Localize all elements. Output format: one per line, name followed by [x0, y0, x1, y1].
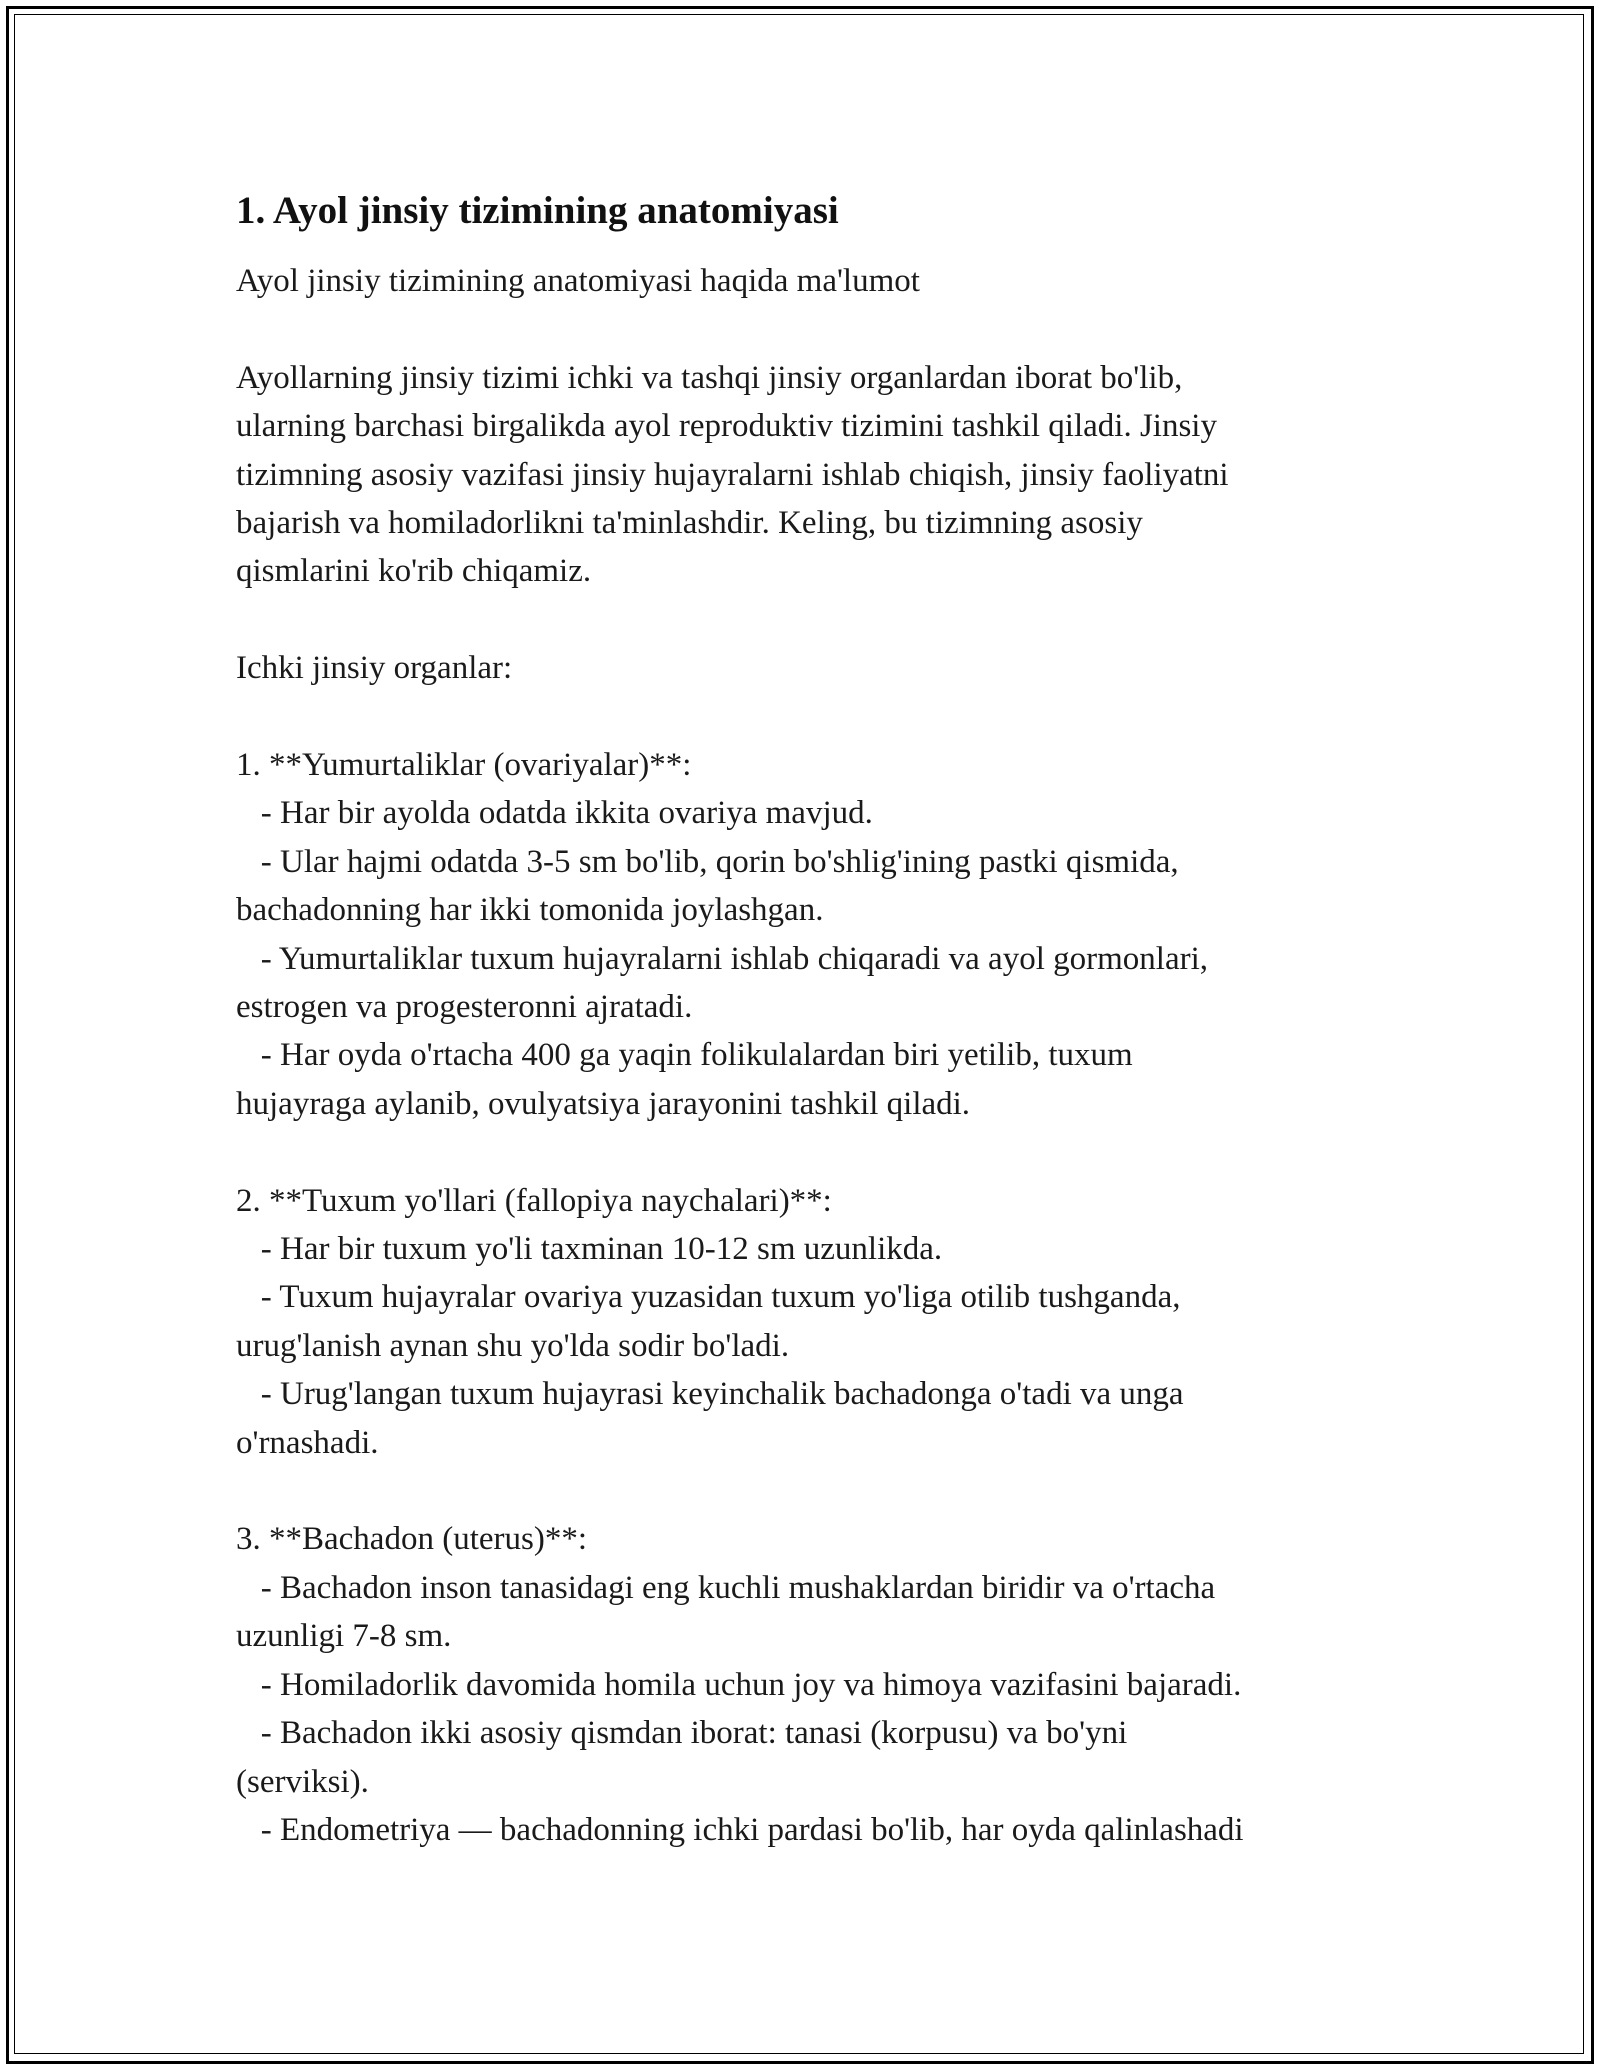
spacer	[236, 1128, 1396, 1176]
item-line: (serviksi).	[236, 1763, 369, 1800]
item-line: - Urug'langan tuxum hujayrasi keyinchalik bachadonga o'tadi va unga	[236, 1376, 1184, 1413]
list-item-fallopian-tubes	[236, 1177, 1396, 1467]
spacer	[236, 596, 1396, 644]
list-item-uterus	[236, 1515, 1396, 1854]
intro-line: bajarish va homiladorlikni ta'minlashdir. Keling, bu tizimning asosiy	[236, 505, 1143, 542]
section-heading: Ichki jinsiy organlar:	[236, 650, 513, 687]
item-line: - Homiladorlik davomida homila uchun joy va himoya vazifasini bajaradi.	[236, 1666, 1242, 1703]
intro-line: qismlarini ko'rib chiqamiz.	[236, 553, 592, 590]
item-line: 3. **Bachadon (uterus)**:	[236, 1521, 587, 1558]
document-title: 1. Ayol jinsiy tizimining anatomiyasi	[236, 189, 839, 232]
item-line: - Tuxum hujayralar ovariya yuzasidan tuxum yo'liga otilib tushganda,	[236, 1279, 1181, 1316]
intro-line: ularning barchasi birgalikda ayol reproduktiv tizimini tashkil qiladi. Jinsiy	[236, 408, 1217, 445]
item-line: bachadonning har ikki tomonida joylashgan.	[236, 892, 824, 929]
item-line: - Endometriya — bachadonning ichki pardasi bo'lib, har oyda qalinlashadi	[236, 1811, 1244, 1848]
item-line: uzunligi 7-8 sm.	[236, 1618, 452, 1655]
intro-paragraph	[236, 354, 1396, 596]
item-line: - Har bir tuxum yo'li taxminan 10-12 sm uzunlikda.	[236, 1231, 943, 1268]
document-subtitle: Ayol jinsiy tizimining anatomiyasi haqida ma'lumot	[236, 263, 920, 299]
item-line: estrogen va progesteronni ajratadi.	[236, 989, 693, 1026]
item-line: o'rnashadi.	[236, 1424, 379, 1461]
item-line: - Bachadon inson tanasidagi eng kuchli mushaklardan biridir va o'rtacha	[236, 1569, 1216, 1606]
item-line: urug'lanish aynan shu yo'lda sodir bo'ladi.	[236, 1327, 790, 1364]
item-line: 2. **Tuxum yo'llari (fallopiya naychalari)**:	[236, 1182, 832, 1219]
item-line: hujayraga aylanib, ovulyatsiya jarayonini tashkil qiladi.	[236, 1085, 971, 1122]
item-line: 1. **Yumurtaliklar (ovariyalar)**:	[236, 747, 692, 784]
item-line: - Bachadon ikki asosiy qismdan iborat: tanasi (korpusu) va bo'yni	[236, 1715, 1128, 1752]
item-line: - Ular hajmi odatda 3-5 sm bo'lib, qorin bo'shlig'ining pastki qismida,	[236, 843, 1179, 880]
list-item-ovaries	[236, 741, 1396, 1128]
spacer	[236, 1467, 1396, 1515]
spacer	[236, 693, 1396, 741]
item-line: - Har bir ayolda odatda ikkita ovariya mavjud.	[236, 795, 873, 832]
intro-line: Ayollarning jinsiy tizimi ichki va tashqi jinsiy organlardan iborat bo'lib,	[236, 359, 1183, 396]
spacer	[236, 305, 1396, 353]
item-line: - Har oyda o'rtacha 400 ga yaqin folikulalardan biri yetilib, tuxum	[236, 1037, 1133, 1074]
document-body	[236, 185, 1396, 1854]
intro-line: tizimning asosiy vazifasi jinsiy hujayralarni ishlab chiqish, jinsiy faoliyatni	[236, 456, 1229, 493]
item-line: - Yumurtaliklar tuxum hujayralarni ishlab chiqaradi va ayol gormonlari,	[236, 940, 1209, 977]
